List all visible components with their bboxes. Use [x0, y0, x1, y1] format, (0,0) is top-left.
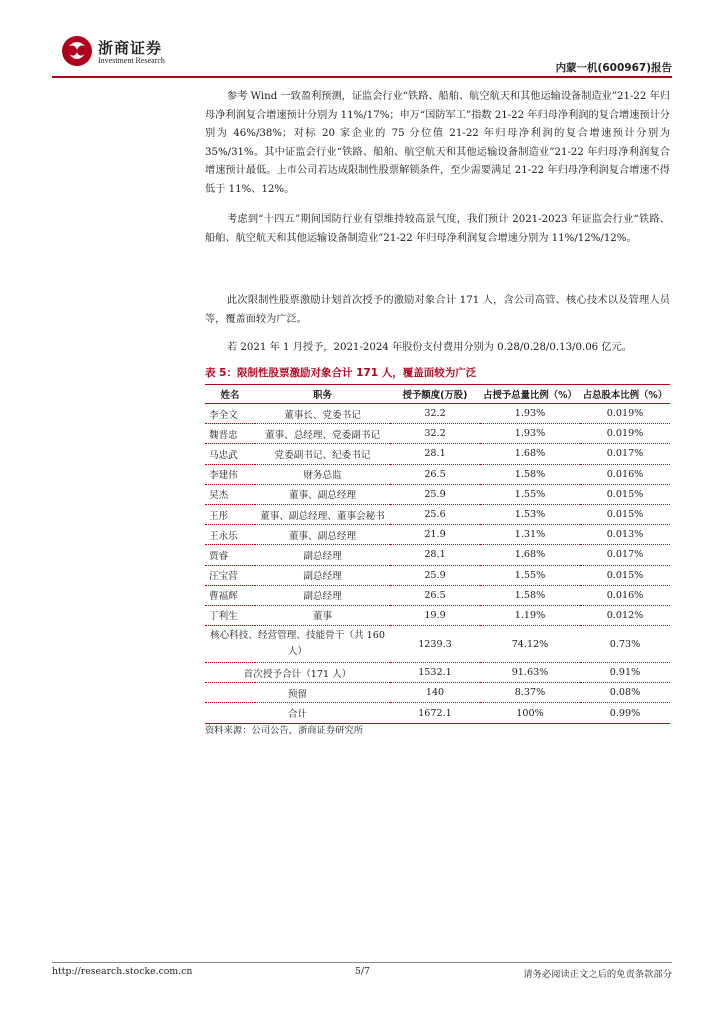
cell-role: 董事	[255, 605, 390, 625]
cell-pct-grant: 1.58%	[480, 464, 580, 484]
table-row	[205, 605, 670, 625]
cell-pct-total: 0.013%	[580, 525, 670, 545]
cell-pct-total: 0.017%	[580, 444, 670, 464]
cell-role: 党委副书记、纪委书记	[255, 444, 390, 464]
cell-pct-total: 0.019%	[580, 404, 670, 424]
cell-amount: 28.1	[390, 545, 480, 565]
cell-name: 李全文	[205, 404, 255, 424]
cell-amount: 32.2	[390, 404, 480, 424]
header-divider	[52, 76, 672, 78]
cell-pct-total: 0.015%	[580, 484, 670, 504]
cell-amount: 28.1	[390, 444, 480, 464]
cell-role: 副总经理	[255, 585, 390, 605]
summary-pct-total: 0.99%	[580, 703, 670, 723]
summary-label: 首次授予合计（171 人）	[205, 663, 390, 683]
cell-amount: 25.9	[390, 565, 480, 585]
logo-text-en: Investment Research	[98, 56, 165, 65]
cell-pct-total: 0.012%	[580, 605, 670, 625]
cell-pct-grant: 1.19%	[480, 605, 580, 625]
summary-amount: 1672.1	[390, 703, 480, 723]
cell-name: 王彤	[205, 504, 255, 524]
summary-row	[205, 683, 670, 703]
cell-role: 董事长、党委书记	[255, 404, 390, 424]
summary-pct-grant: 8.37%	[480, 683, 580, 703]
paragraph-2: 考虑到“十四五”期间国防行业有望维持较高景气度，我们预计 2021-2023 年证监会行业“铁路、船舶、航空航天和其他运输设备制造业”21-22 年归母净利润复合增速分别为 11%/12%/12%。	[205, 214, 670, 244]
paragraph-1: 参考 Wind 一致盈利预测，证监会行业“铁路、船舶、航空航天和其他运输设备制造业”21-22 年归母净利润复合增速预计分别为 11%/17%；申万“国防军工”指数 21-22 年归母净利润的复合增速预计分别为 46%/38%；对标 20 家企业的 75 分位值 21-22 年归母净利润的复合增速预计分别为 35%/31%。其中证监会行业“铁路、船舶、航空航天和其他运输设备制造业”21-22 年归母净利润复合增速预计最低。上市公司若达成限制性股票解锁条件，至少需要满足 21-22 年归母净利润复合增速不得低于 11%、12%。	[205, 91, 670, 195]
summary-pct-total: 0.73%	[580, 626, 670, 663]
cell-pct-grant: 1.93%	[480, 404, 580, 424]
cell-pct-total: 0.019%	[580, 424, 670, 444]
cell-pct-grant: 1.93%	[480, 424, 580, 444]
cell-name: 丁利生	[205, 605, 255, 625]
report-title: 内蒙一机(600967)报告	[555, 62, 672, 74]
table-row	[205, 565, 670, 585]
cell-pct-grant: 1.58%	[480, 585, 580, 605]
cell-name: 李建伟	[205, 464, 255, 484]
table-row	[205, 444, 670, 464]
footer-disclaimer: 请务必阅读正文之后的免责条款部分	[523, 969, 672, 980]
table-row	[205, 424, 670, 444]
summary-row	[205, 663, 670, 683]
cell-pct-total: 0.015%	[580, 504, 670, 524]
table-row	[205, 484, 670, 504]
cell-pct-grant: 1.68%	[480, 545, 580, 565]
cell-pct-grant: 1.55%	[480, 565, 580, 585]
paragraph-4: 若 2021 年 1 月授予，2021-2024 年股份支付费用分别为 0.28/0.28/0.13/0.06 亿元。	[227, 342, 632, 353]
logo-text-cn: 浙商证券	[98, 39, 163, 57]
summary-label: 核心科技、经营管理、技能骨干（共 160 人）	[205, 626, 390, 663]
incentive-table	[205, 384, 670, 724]
col-header-pct-total: 占总股本比例（%）	[580, 385, 670, 404]
cell-name: 马忠武	[205, 444, 255, 464]
col-header-pct-grant: 占授予总量比例（%）	[480, 385, 580, 404]
col-header-name: 姓名	[205, 385, 255, 404]
cell-role: 董事、副总经理	[255, 484, 390, 504]
cell-amount: 26.5	[390, 464, 480, 484]
cell-pct-total: 0.017%	[580, 545, 670, 565]
cell-amount: 25.9	[390, 484, 480, 504]
cell-name: 汪宝营	[205, 565, 255, 585]
cell-role: 副总经理	[255, 565, 390, 585]
cell-name: 吴杰	[205, 484, 255, 504]
summary-pct-total: 0.08%	[580, 683, 670, 703]
cell-role: 副总经理	[255, 545, 390, 565]
table-row	[205, 504, 670, 524]
summary-pct-grant: 74.12%	[480, 626, 580, 663]
cell-name: 曹福辉	[205, 585, 255, 605]
cell-name: 贾睿	[205, 545, 255, 565]
summary-amount: 140	[390, 683, 480, 703]
cell-pct-total: 0.016%	[580, 585, 670, 605]
table-row	[205, 545, 670, 565]
footer-url-link[interactable]: http://research.stocke.com.cn	[52, 966, 193, 977]
table-title: 表 5：限制性股票激励对象合计 171 人，覆盖面较为广泛	[205, 367, 477, 379]
cell-amount: 26.5	[390, 585, 480, 605]
cell-amount: 21.9	[390, 525, 480, 545]
col-header-amount: 授予额度(万股)	[390, 385, 480, 404]
logo-mark-icon	[60, 34, 94, 68]
cell-role: 董事、总经理、党委副书记	[255, 424, 390, 444]
cell-amount: 25.6	[390, 504, 480, 524]
summary-amount: 1532.1	[390, 663, 480, 683]
paragraph-2-wrap	[205, 211, 670, 263]
summary-label: 预留	[205, 683, 390, 703]
cell-pct-grant: 1.53%	[480, 504, 580, 524]
cell-amount: 19.9	[390, 605, 480, 625]
cell-pct-grant: 1.31%	[480, 525, 580, 545]
summary-pct-total: 0.91%	[580, 663, 670, 683]
paragraph-3-wrap	[205, 292, 670, 344]
summary-row	[205, 626, 670, 663]
cell-amount: 32.2	[390, 424, 480, 444]
table-row	[205, 404, 670, 424]
summary-amount: 1239.3	[390, 626, 480, 663]
table-row	[205, 464, 670, 484]
cell-role: 董事、副总经理、董事会秘书	[255, 504, 390, 524]
summary-pct-grant: 100%	[480, 703, 580, 723]
table-row	[205, 525, 670, 545]
cell-role: 董事、副总经理	[255, 525, 390, 545]
footer-divider	[52, 962, 672, 963]
paragraph-3: 此次限制性股票激励计划首次授予的激励对象合计 171 人，含公司高管、核心技术以及管理人员等，覆盖面较为广泛。	[205, 295, 670, 325]
cell-role: 财务总监	[255, 464, 390, 484]
table-row	[205, 585, 670, 605]
cell-pct-grant: 1.55%	[480, 484, 580, 504]
cell-pct-total: 0.015%	[580, 565, 670, 585]
col-header-role: 职务	[255, 385, 390, 404]
table-source: 资料来源：公司公告，浙商证券研究所	[205, 725, 364, 736]
cell-name: 王永乐	[205, 525, 255, 545]
company-logo	[60, 34, 170, 70]
summary-label: 合计	[205, 703, 390, 723]
cell-name: 魏晋忠	[205, 424, 255, 444]
table-header-row	[205, 385, 670, 404]
summary-pct-grant: 91.63%	[480, 663, 580, 683]
page-number: 5/7	[355, 966, 370, 977]
cell-pct-total: 0.016%	[580, 464, 670, 484]
summary-row-total	[205, 703, 670, 723]
paragraph-1-wrap	[205, 88, 670, 214]
cell-pct-grant: 1.68%	[480, 444, 580, 464]
